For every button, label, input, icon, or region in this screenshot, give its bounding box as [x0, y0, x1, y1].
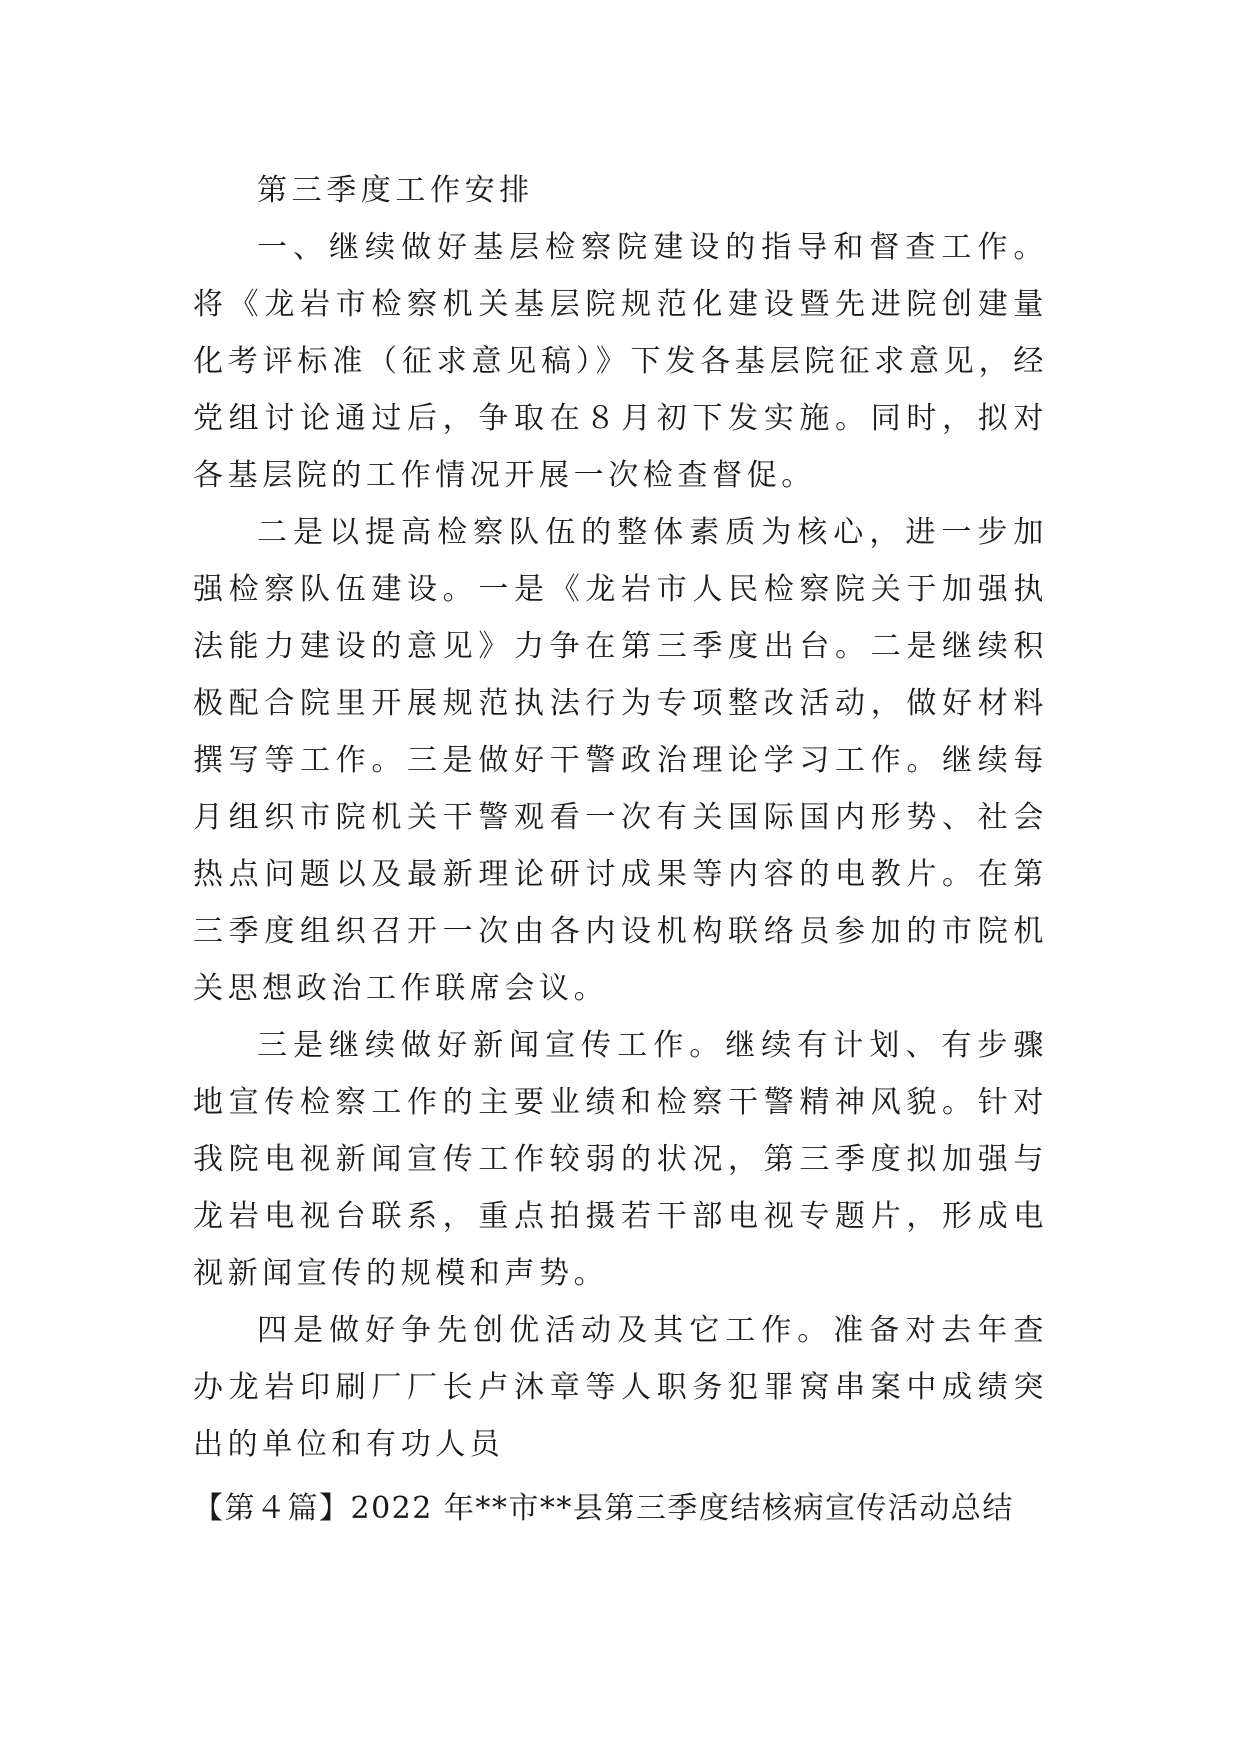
next-article-title: 【第４篇】2022 年**市**县第三季度结核病宣传活动总结 [193, 1491, 1014, 1526]
paragraph-4: 四是做好争先创优活动及其它工作。准备对去年查办龙岩印刷厂厂长卢沐章等人职务犯罪窝串案中成绩突出的单位和有功人员 [193, 1313, 1048, 1462]
paragraph-2: 二是以提高检察队伍的整体素质为核心，进一步加强检察队伍建设。一是《龙岩市人民检察院关于加强执法能力建设的意见》力争在第三季度出台。二是继续积极配合院里开展规范执法行为专项整改活动，做好材料撰写等工作。三是做好干警政治理论学习工作。继续每月组织市院机关干警观看一次有关国际国内形势、社会热点问题以及最新理论研讨成果等内容的电教片。在第三季度组织召开一次由各内设机构联络员参加的市院机关思想政治工作联席会议。 [193, 515, 1048, 1006]
paragraph-1: 一、继续做好基层检察院建设的指导和督查工作。将《龙岩市检察机关基层院规范化建设暨先进院创建量化考评标准（征求意见稿）》下发各基层院征求意见，经党组讨论通过后，争取在８月初下发实施。同时，拟对各基层院的工作情况开展一次检查督促。 [193, 230, 1048, 493]
document-body [193, 162, 1048, 1473]
section-heading: 第三季度工作安排 [257, 173, 534, 208]
paragraph-3: 三是继续做好新闻宣传工作。继续有计划、有步骤地宣传检察工作的主要业绩和检察干警精神风貌。针对我院电视新闻宣传工作较弱的状况，第三季度拟加强与龙岩电视台联系，重点拍摄若干部电视专题片，形成电视新闻宣传的规模和声势。 [193, 1028, 1048, 1291]
